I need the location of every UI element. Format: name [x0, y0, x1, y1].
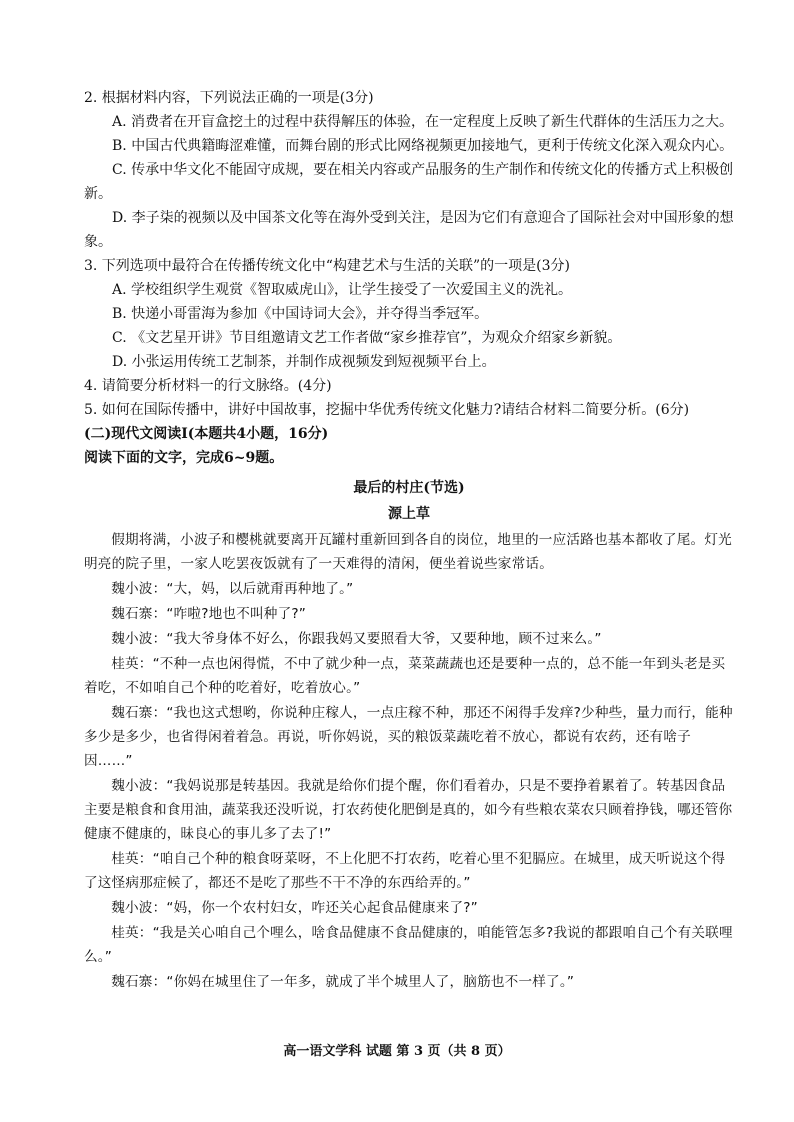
question-2 — [84, 86, 734, 254]
question-2-option-b: B. 中国古代典籍晦涩难懂，而舞台剧的形式比网络视频更加接地气，更利于传统文化深入观众内心。 — [112, 138, 734, 154]
question-3-option-b: B. 快递小哥雷海为参加《中国诗词大会》，并夺得当季冠军。 — [112, 306, 489, 322]
page-content — [84, 86, 734, 995]
story-paragraph: 桂英：“咱自己个种的粮食呀菜呀，不上化肥不打农药，吃着心里不犯膈应。在城里，成天听说这个得了这怪病那症候了，都还不是吃了那些不干不净的东西给弄的。” — [84, 851, 726, 891]
story-paragraph: 桂英：“我是关心咱自己个哩么，啥食品健康不食品健康的，咱能管怎多?我说的都跟咱自己个有关联哩么。” — [84, 925, 733, 965]
question-5: 5. 如何在国际传播中，讲好中国故事，挖掘中华优秀传统文化魅力?请结合材料二简要分析。(6分) — [84, 402, 690, 418]
question-2-option-a: A. 消费者在开盲盒挖土的过程中获得解压的体验，在一定程度上反映了新生代群体的生活压力之大。 — [112, 114, 734, 130]
question-2-option-d: D. 李子柒的视频以及中国茶文化等在海外受到关注，是因为它们有意迎合了国际社会对中国形象的想象。 — [84, 210, 734, 250]
question-3-option-a: A. 学校组织学生观赏《智取威虎山》，让学生接受了一次爱国主义的洗礼。 — [112, 282, 573, 298]
story-paragraph: 魏小波：“我妈说那是转基因。我就是给你们提个醒，你们看着办，只是不要挣着累着了。转基因食品主要是粮食和食用油，蔬菜我还没听说，打农药使化肥倒是真的，如今有些粮农菜农只顾着挣钱，哪还管你健康不健康的，昧良心的事儿多了去了!” — [84, 778, 733, 842]
question-3-stem: 3. 下列选项中最符合在传播传统文化中“构建艺术与生活的关联”的一项是(3分) — [84, 258, 570, 274]
page-footer: 高一语文学科 试题 第 3 页（共 8 页） — [283, 1044, 511, 1059]
story-paragraph: 桂英：“不种一点也闲得慌，不中了就少种一点，菜菜蔬蔬也还是要种一点的，总不能一年到头老是买着吃，不如咱自己个种的吃着好，吃着放心。” — [84, 656, 726, 696]
story-author: 源上草 — [388, 506, 430, 522]
section-instruction: 阅读下面的文字，完成6~9题。 — [84, 450, 284, 466]
story-paragraph: 假期将满，小波子和樱桃就要离开瓦罐村重新回到各自的岗位，地里的一应活路也基本都收了尾。灯光明亮的院子里，一家人吃罢夜饭就有了一天难得的清闲，便坐着说些家常话。 — [84, 532, 732, 572]
story-title: 最后的村庄(节选) — [353, 480, 465, 496]
question-4: 4. 请简要分析材料一的行文脉络。(4分) — [84, 378, 332, 394]
story-paragraph: 魏石寨：“我也这式想哟，你说种庄稼人，一点庄稼不种，那还不闲得手发痒?少种些，量力而行，能种多少是多少，也省得闲着着急。再说，听你妈说，买的粮饭菜蔬吃着不放心，都说有农药，还有啥子因……” — [84, 705, 733, 769]
story-paragraph: 魏小波：“大，妈，以后就甭再种地了。” — [111, 581, 354, 597]
question-3 — [84, 254, 734, 374]
question-3-option-d: D. 小张运用传统工艺制茶，并制作成视频发到短视频平台上。 — [112, 354, 496, 370]
story-body — [84, 528, 734, 994]
question-2-stem: 2. 根据材料内容，下列说法正确的一项是(3分) — [84, 90, 374, 106]
question-3-option-c: C. 《文艺星开讲》节目组邀请文艺工作者做“家乡推荐官”，为观众介绍家乡新貌。 — [112, 330, 622, 346]
story-paragraph: 魏小波：“我大爷身体不好么，你跟我妈又要照看大爷，又要种地，顾不过来么。” — [111, 631, 602, 647]
story-paragraph: 魏石寨：“咋啦?地也不叫种了?” — [111, 606, 307, 622]
story-paragraph: 魏石寨：“你妈在城里住了一年多，就成了半个城里人了，脑筋也不一样了。” — [111, 974, 575, 990]
section-heading: (二)现代文阅读Ⅰ(本题共4小题，16分) — [84, 426, 329, 442]
story-paragraph: 魏小波：“妈，你一个农村妇女，咋还关心起食品健康来了?” — [111, 900, 478, 916]
question-2-option-c: C. 传承中华文化不能固守成规，要在相关内容或产品服务的生产制作和传统文化的传播方式上积极创新。 — [84, 162, 734, 202]
